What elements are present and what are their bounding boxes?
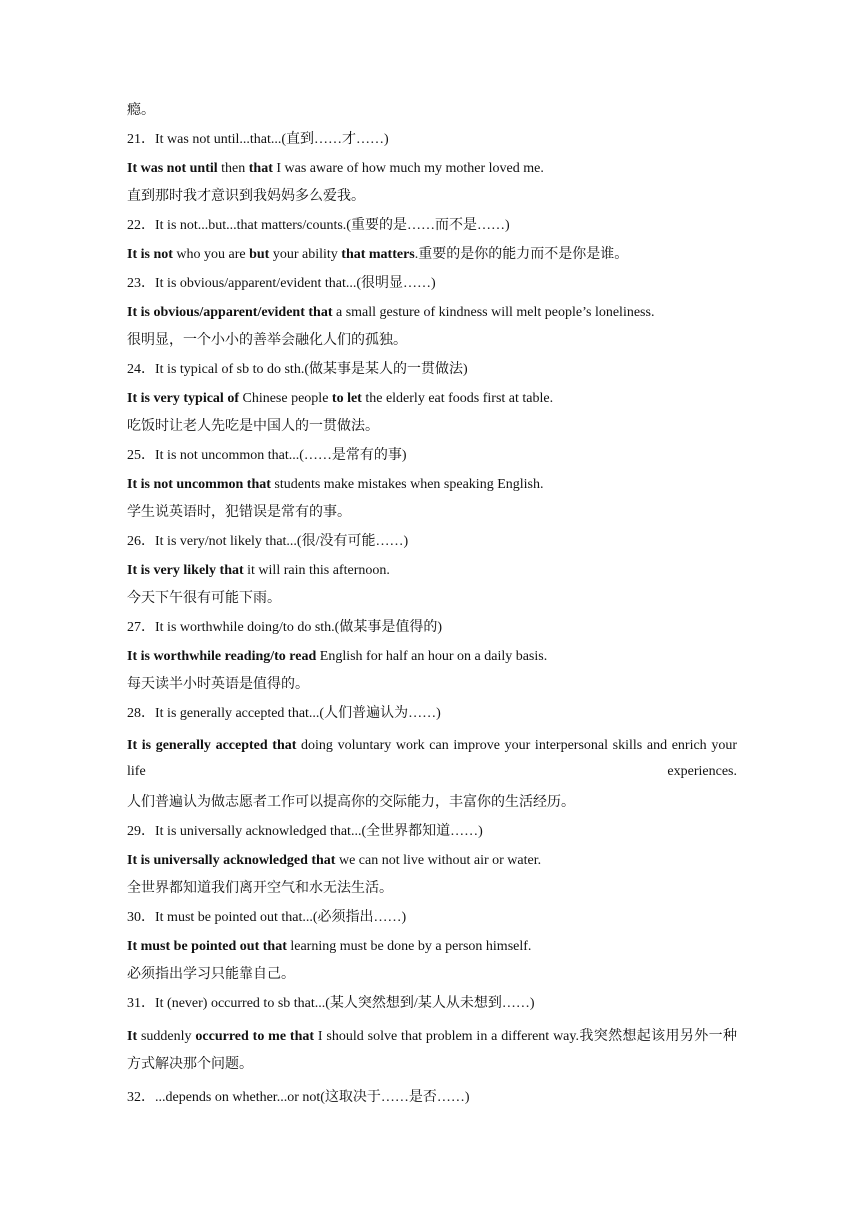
pattern-section	[127, 994, 737, 1079]
sentence-text: a small gesture of kindness will melt people’s loneliness.	[332, 305, 655, 320]
pattern-section	[127, 360, 737, 437]
example-sentence	[127, 1023, 737, 1079]
sentence-text: we can not live without air or water.	[335, 853, 542, 868]
pattern-heading: 30．It must be pointed out that...(必须指出……)	[127, 910, 407, 925]
pattern-heading: 21．It was not until...that...(直到……才……)	[127, 132, 389, 147]
example-sentence	[127, 475, 737, 495]
chinese-translation: 必须指出学习只能靠自己。	[127, 967, 295, 982]
pattern-section	[127, 216, 737, 265]
pattern-section	[127, 618, 737, 695]
key-phrase: It was not until	[127, 161, 218, 176]
key-phrase: It is generally accepted that	[127, 738, 297, 753]
sentence-text: the elderly eat foods first at table.	[361, 391, 554, 406]
sentence-text: English for half an hour on a daily basis.	[316, 649, 548, 664]
sentence-text: suddenly	[137, 1029, 196, 1044]
pattern-section	[127, 908, 737, 985]
pattern-section	[127, 822, 737, 899]
chinese-translation: 直到那时我才意识到我妈妈多么爱我。	[127, 189, 365, 204]
pattern-heading: 22．It is not...but...that matters/counts.(重要的是……而不是……)	[127, 218, 510, 233]
pattern-heading: 25．It is not uncommon that...(……是常有的事)	[127, 448, 407, 463]
sentence-text: it will rain this afternoon.	[243, 563, 390, 578]
pattern-heading: 28．It is generally accepted that...(人们普遍认为……)	[127, 706, 441, 721]
key-phrase: that matters	[341, 247, 415, 262]
sentence-text: then	[217, 161, 249, 176]
example-sentence	[127, 245, 737, 265]
sentence-text: I should solve that problem in a different way.我突然想起该用另外一种方式解决那个问题。	[127, 1029, 737, 1072]
example-sentence	[127, 303, 737, 323]
example-sentence	[127, 159, 737, 179]
key-phrase: It is not uncommon that	[127, 477, 271, 492]
pattern-section	[127, 704, 737, 813]
sentence-text: learning must be done by a person himself.	[286, 939, 532, 954]
key-phrase: It is very likely that	[127, 563, 244, 578]
key-phrase: It is universally acknowledged that	[127, 853, 336, 868]
pattern-heading: 27．It is worthwhile doing/to do sth.(做某事是值得的)	[127, 620, 442, 635]
key-phrase: occurred to me that	[195, 1029, 315, 1044]
example-sentence	[127, 389, 737, 409]
pattern-heading: 32．...depends on whether...or not(这取决于……是否……)	[127, 1090, 470, 1105]
sentence-text: Chinese people	[238, 391, 332, 406]
sentence-text: doing voluntary work can improve your interpersonal skills and enrich your life experiences.	[127, 738, 737, 779]
example-sentence	[127, 561, 737, 581]
pattern-heading: 31．It (never) occurred to sb that...(某人突然想到/某人从未想到……)	[127, 996, 535, 1011]
chinese-translation: 每天读半小时英语是值得的。	[127, 677, 309, 692]
document-page	[127, 101, 737, 1108]
key-phrase: It is worthwhile reading/to read	[127, 649, 317, 664]
pattern-heading: 29．It is universally acknowledged that...(全世界都知道……)	[127, 824, 483, 839]
key-phrase: It is obvious/apparent/evident that	[127, 305, 333, 320]
key-phrase: It is very typical of	[127, 391, 239, 406]
pattern-heading: 26．It is very/not likely that...(很/没有可能……)	[127, 534, 409, 549]
pattern-heading: 24．It is typical of sb to do sth.(做某事是某人的一贯做法)	[127, 362, 468, 377]
example-sentence	[127, 851, 737, 871]
key-phrase: It	[127, 1029, 138, 1044]
key-phrase: It must be pointed out that	[127, 939, 287, 954]
sentence-text: .重要的是你的能力而不是你是谁。	[414, 247, 629, 262]
pattern-section	[127, 274, 737, 351]
chinese-translation: 全世界都知道我们离开空气和水无法生活。	[127, 881, 393, 896]
sentence-text: students make mistakes when speaking English.	[270, 477, 544, 492]
pattern-section	[127, 532, 737, 609]
key-phrase: but	[249, 247, 270, 262]
chinese-translation: 人们普遍认为做志愿者工作可以提高你的交际能力，丰富你的生活经历。	[127, 795, 575, 810]
top-fragment: 瘾。	[127, 103, 155, 118]
chinese-translation: 吃饭时让老人先吃是中国人的一贯做法。	[127, 419, 379, 434]
example-sentence	[127, 733, 737, 785]
section-list	[127, 130, 737, 1108]
example-sentence	[127, 647, 737, 667]
pattern-section	[127, 1088, 737, 1108]
key-phrase: It is not	[127, 247, 173, 262]
pattern-section	[127, 130, 737, 207]
sentence-text: your ability	[269, 247, 342, 262]
pattern-section	[127, 446, 737, 523]
pattern-heading: 23．It is obvious/apparent/evident that...(很明显……)	[127, 276, 436, 291]
key-phrase: that	[248, 161, 273, 176]
key-phrase: to let	[331, 391, 362, 406]
chinese-translation: 学生说英语时，犯错误是常有的事。	[127, 505, 351, 520]
sentence-text: who you are	[172, 247, 250, 262]
example-sentence	[127, 937, 737, 957]
sentence-text: I was aware of how much my mother loved me.	[272, 161, 544, 176]
chinese-translation: 今天下午很有可能下雨。	[127, 591, 281, 606]
chinese-translation: 很明显，一个小小的善举会融化人们的孤独。	[127, 333, 407, 348]
